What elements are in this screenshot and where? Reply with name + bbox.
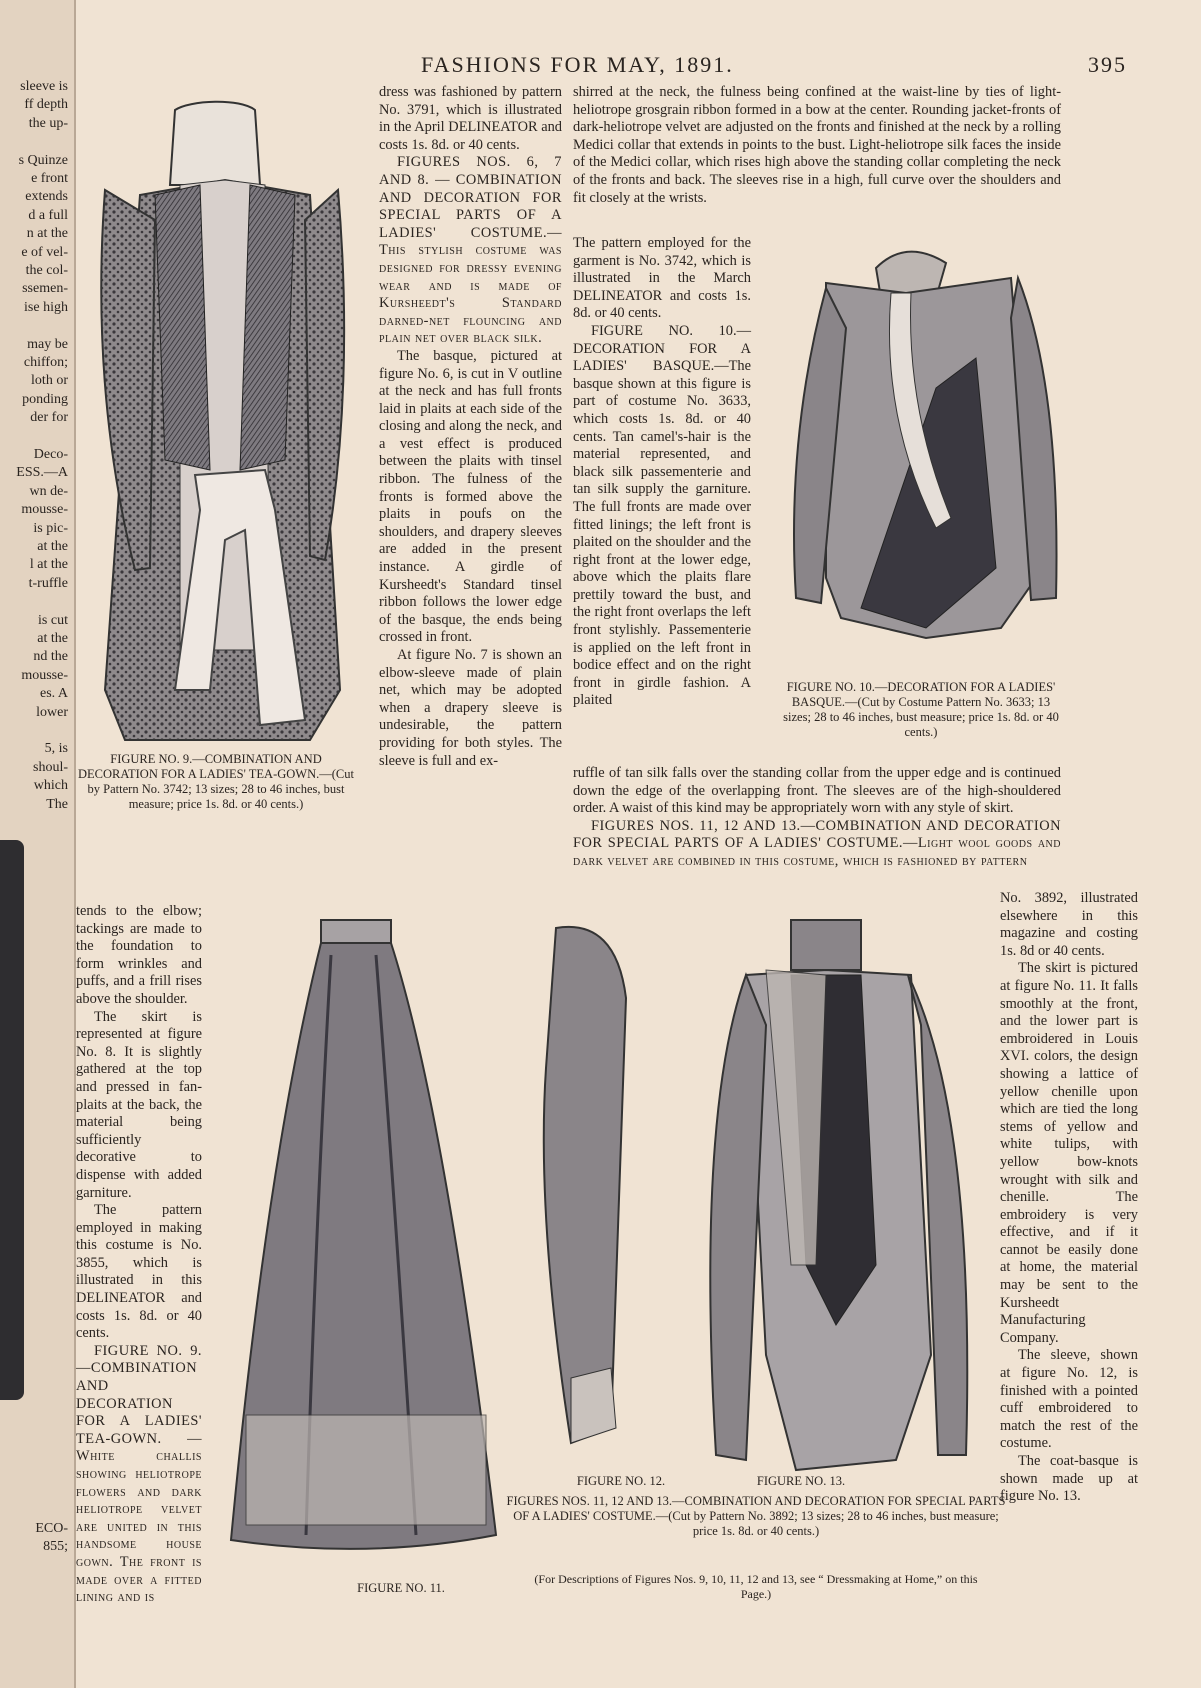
paragraph: ruffle of tan silk falls over the standing collar from the upper edge and is continued down the edge of the overlapping front. The sleeves are of the high-shouldered order. A waist of this kind may be appropriately worn with any style of skirt.: [573, 765, 1061, 817]
paragraph: dress was fashioned by pattern No. 3791, which is illustrated in the April DELINEATOR and costs 1s. 8d. or 40 cents.: [379, 84, 562, 153]
previous-page-line: the up-: [28, 115, 68, 131]
previous-page-line: der for: [30, 410, 68, 426]
figure-13-illustration: [676, 915, 996, 1475]
previous-page-line: at the: [37, 631, 68, 646]
previous-page-illustration-edge: [0, 840, 24, 1400]
previous-page-line: wn de-: [29, 483, 68, 499]
previous-page-line: extends: [25, 189, 68, 205]
paragraph: No. 3892, illustrated elsewhere in this magazine and costing 1s. 8d or 40 cents.: [1000, 890, 1138, 959]
previous-page-line: ff depth: [24, 97, 68, 113]
text-column-left-bottom: [76, 903, 202, 1607]
paragraph: The skirt is pictured at figure No. 11. It falls smoothly at the front, and the lower part is embroidered in Louis XVI. colors, the design showing a lattice of yellow chenille upon which are tied the long stems of yellow and white tulips, with yellow bow-knots wrought with silk and chenille. The embroidery is very effective, and if it cannot be easily done at home, the material may be sent to the Kursheedt Manufacturing Company.: [1000, 960, 1138, 1346]
paragraph: FIGURES NOS. 11, 12 AND 13.—COMBINATION AND DECORATION FOR SPECIAL PARTS OF A LADIES' COSTUME.—Light wool goods and dark velvet are combined in this costume, which is fashioned by pattern: [573, 817, 1061, 869]
previous-page-edge: [0, 0, 76, 1688]
text-column-right-wide: [573, 765, 1061, 871]
page-title: FASHIONS FOR MAY, 1891.: [421, 52, 734, 77]
previous-page-line: loth or: [31, 373, 68, 389]
previous-page-line: mousse-: [21, 502, 68, 518]
paragraph: The pattern employed in making this costume is No. 3855, which is illustrated in this DELINEATOR and costs 1s. 8d. or 40 cents.: [76, 1202, 202, 1342]
previous-page-line: 5, is: [44, 741, 68, 757]
paragraph: The sleeve, shown at figure No. 12, is finished with a pointed cuff embroidered to match the rest of the costume.: [1000, 1347, 1138, 1452]
previous-page-line: t-ruffle: [28, 575, 68, 591]
previous-page-line: sleeve is: [20, 79, 68, 94]
previous-page-line: is cut: [38, 612, 68, 628]
paragraph: The skirt is represented at figure No. 8. It is slightly gathered at the top and pressed in fan-plaits at the back, the material being sufficiently decorative to dispense with added garniture.: [76, 1008, 202, 1201]
figure-10-caption: FIGURE NO. 10.—DECORATION FOR A LADIES' BASQUE.—(Cut by Costume Pattern No. 3633; 13 sizes; 28 to 46 inches, bust measure; price 1s. 8d. or 40 cents.): [783, 680, 1059, 739]
figure-9-caption: FIGURE NO. 9.—COMBINATION AND DECORATION FOR A LADIES' TEA-GOWN.—(Cut by Pattern No. 3742; 13 sizes; 28 to 46 inches, bust measure; price 1s. 8d. or 40 cents.): [78, 752, 354, 811]
figures-11-13-caption: FIGURES NOS. 11, 12 AND 13.—COMBINATION AND DECORATION FOR SPECIAL PARTS OF A LADIES' COSTUME.—(Cut by Pattern No. 3892; 13 sizes; 28 to 46 inches, bust measure; price 1s. 8d. or 40 cents.): [506, 1494, 1006, 1538]
figure-12-illustration: [516, 918, 666, 1448]
previous-page-line: n at the: [26, 226, 68, 242]
figure-11-illustration: [226, 915, 506, 1560]
previous-page-line: lower: [36, 704, 68, 720]
paragraph: tends to the elbow; tackings are made to the foundation to form wrinkles and puffs, and a frill rises above the shoulder.: [76, 903, 202, 1007]
figure-10-illustration: [786, 238, 1061, 658]
previous-page-line: es. A: [40, 686, 68, 702]
previous-page-line: may be: [27, 336, 68, 352]
magazine-page: [76, 0, 1201, 1688]
previous-page-line: l at the: [29, 557, 68, 573]
previous-page-line: ponding: [22, 391, 68, 407]
previous-page-line: The: [46, 796, 68, 812]
previous-page-line: the col-: [25, 263, 68, 278]
previous-page-line: Deco-: [33, 447, 68, 462]
previous-page-line: 855;: [43, 1539, 68, 1554]
paragraph: The pattern employed for the garment is No. 3742, which is illustrated in the March DELINEATOR and costs 1s. 8d. or 40 cents.: [573, 235, 751, 322]
paragraph: shirred at the neck, the fulness being confined at the waist-line by ties of light-heliotrope grosgrain ribbon formed in a bow at the center. Rounding jacket-fronts of dark-heliotrope velvet are adjusted on the fronts and finished at the neck by a rolling Medici collar that extends in points to the bust. Light-heliotrope silk faces the inside of the Medici collar, which rises high above the standing collar completing the neck of the fronts and back. The sleeves rise in a high, full curve over the shoulders and fit closely at the wrists.: [573, 84, 1061, 206]
previous-page-line: mousse-: [21, 667, 68, 683]
previous-page-line: e front: [31, 171, 68, 186]
previous-page-line: d a full: [28, 207, 68, 223]
previous-page-line: shoul-: [33, 759, 68, 775]
previous-page-line: is pic-: [33, 520, 68, 536]
previous-page-line: at the: [37, 539, 68, 554]
figure-12-caption: FIGURE NO. 12.: [576, 1474, 666, 1488]
paragraph: FIGURE NO. 9.—COMBINATION AND DECORATION FOR A LADIES' TEA-GOWN. —White challis showing heliotrope flowers and dark heliotrope velvet are united in this handsome house gown. The front is made over a fitted lining and is: [76, 1342, 202, 1606]
previous-page-line: which: [33, 778, 68, 794]
figure-9-illustration: [80, 90, 360, 810]
paragraph: At figure No. 7 is shown an elbow-sleeve made of plain net, which may be adopted when a drapery sleeve is undesirable, the pattern providing for both styles. The sleeve is full and ex-: [379, 647, 562, 769]
paragraph: The basque, pictured at figure No. 6, is cut in V outline at the neck and has full fronts laid in plaits at each side of the closing and along the neck, and a vest effect is produced between the plaits with tinsel ribbon. The fulness of the fronts is formed above the plaits in poufs on the shoulders, and drapery sleeves are added in the present instance. A girdle of Kursheedt's Standard tinsel ribbon follows the lower edge of the basque, the ends being crossed in front.: [379, 347, 562, 646]
paragraph: The coat-basque is shown made up at figure No. 13.: [1000, 1453, 1138, 1505]
previous-page-line: ssemen-: [22, 281, 68, 297]
paragraph: FIGURES NOS. 6, 7 AND 8. — COMBINATION AND DECORATION FOR SPECIAL PARTS OF A LADIES' COSTUME.— This stylish costume was designed for dressy evening wear and is made of Kursheedt's Standard darned-net flouncing and plain net over black silk.: [379, 154, 562, 347]
previous-page-line: ESS.—A: [16, 465, 68, 481]
paragraph: FIGURE NO. 10.—DECORATION FOR A LADIES' BASQUE.—The basque shown at this figure is part of costume No. 3633, which costs 1s. 8d. or 40 cents. Tan camel's-hair is the material represented, and black silk passementerie and tan silk supply the garniture. The full fronts are made over fitted linings; the left front is plaited on the shoulder and the right front at the lower edge, above which the plaits flare prettily toward the bust, and the right front overlaps the left front stylishly. Passementerie is applied on the left front in bodice effect and on the right front in girdle fashion. A plaited: [573, 322, 751, 709]
page-number: 395: [1088, 52, 1127, 77]
previous-page-line: ise high: [24, 299, 68, 315]
previous-page-line: nd the: [33, 649, 68, 665]
previous-page-line: chiffon;: [23, 355, 68, 370]
previous-page-line: s Quinze: [18, 152, 68, 168]
text-column-right-top: [573, 84, 1061, 207]
figure-11-caption: FIGURE NO. 11.: [357, 1581, 445, 1595]
text-column-middle: [379, 84, 562, 770]
descriptions-note: (For Descriptions of Figures Nos. 9, 10, 11, 12 and 13, see “ Dressmaking at Home,” on this Page.): [534, 1572, 978, 1601]
text-column-right-narrow: [573, 235, 751, 710]
previous-page-line: ECO-: [35, 1521, 68, 1536]
text-column-far-right: [1000, 890, 1138, 1506]
figure-13-caption: FIGURE NO. 13.: [756, 1474, 846, 1488]
previous-page-line: e of vel-: [21, 244, 68, 260]
